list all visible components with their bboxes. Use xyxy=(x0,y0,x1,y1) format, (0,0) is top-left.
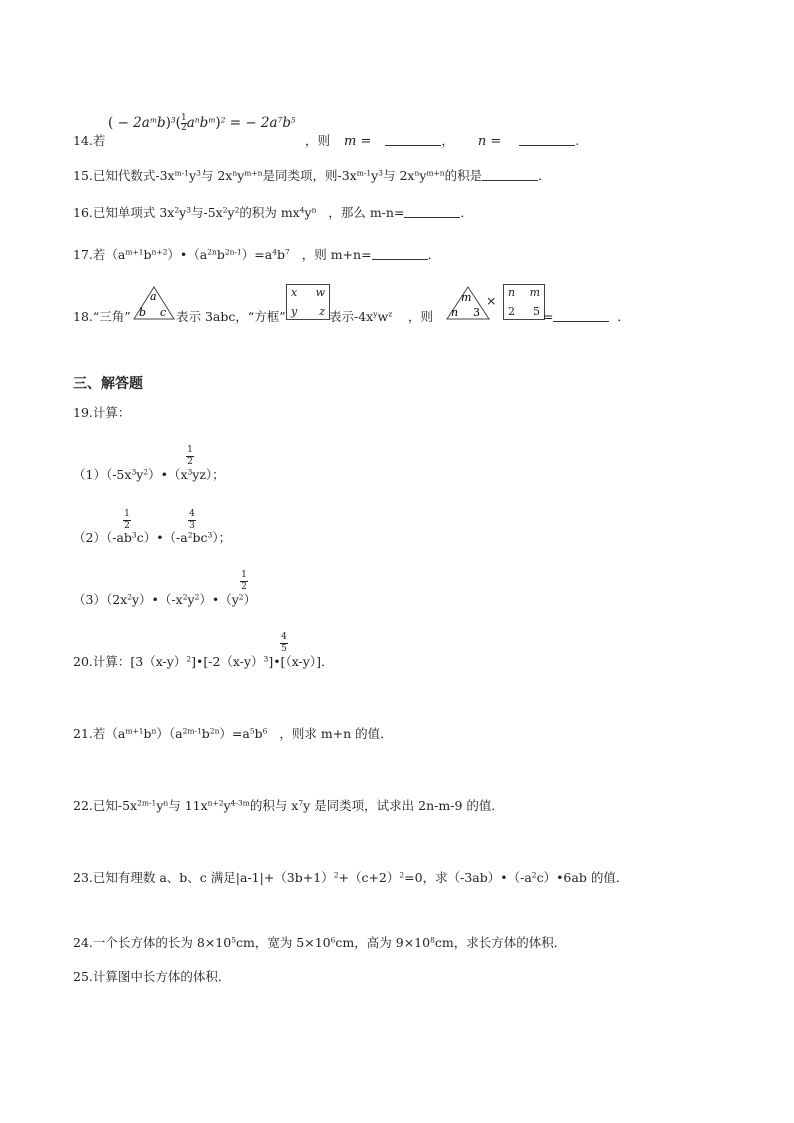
q15-blank[interactable] xyxy=(482,169,538,181)
box-figure-1: x w y z xyxy=(286,284,330,320)
q18-blank[interactable] xyxy=(553,310,609,322)
q14-number: 14.若 xyxy=(73,133,106,148)
q17-blank[interactable] xyxy=(372,248,428,260)
q18-text-3: 表示$-4x^yw^z$ ，则 xyxy=(329,309,434,324)
question-15: 15.已知代数式$-3x^{m-1}y^3$与 $2x^ny^{m+n}$是同类项，则$-3x^{m-1}y^3$与 $2x^ny^{m+n}$的积是 ． xyxy=(73,168,551,183)
question-25: 25.计算图中长方体的体积． xyxy=(73,969,231,984)
question-24: 24.一个长方体的长为 $8\times 10^5cm$，宽为 $5\times 10^6cm$，高为 $9\times 10^8cm$，求长方体的体积． xyxy=(73,935,567,950)
q18-text-2: 表示 3abc，“方框” xyxy=(176,309,286,324)
box-figure-2: n m 2 5 xyxy=(503,284,545,320)
svg-text:m: m xyxy=(461,291,472,304)
question-23: 23.已知有理数 a、b、c 满足$|a-1|+(3b+1)^2+(c+2)^2=0$，求$(-3ab)•(-a^2c)•6ab$ 的值． xyxy=(73,870,629,885)
question-20: 20.计算：$[3(x-y)^2]•[-2(x-y)^3]•[(x-y)]$． xyxy=(73,654,334,669)
q14-n-blank[interactable] xyxy=(519,134,575,146)
section-heading: 三、解答题 xyxy=(73,376,143,392)
q19-2-fraction-2: 4 3 xyxy=(189,509,195,531)
svg-text:3: 3 xyxy=(473,306,480,319)
q19-item-1: $(1)(-5x^3y^2)•(x^3yz)$； xyxy=(73,467,225,482)
q19-2-fraction-1: 1 2 xyxy=(124,509,130,531)
svg-text:n: n xyxy=(451,306,459,319)
tri1-top: a xyxy=(150,290,157,303)
question-19-title: 19.计算： xyxy=(73,405,131,420)
question-18: 18.“三角” xyxy=(73,309,131,324)
q14-tail: ，则 m = ， n = . xyxy=(305,133,580,149)
q18-answer: = ． xyxy=(543,309,630,324)
question-21: 21.若$(a^{m+1}b^n)(a^{2m-1}b^{2n})=a^5b^6$ ，则求 m+n 的值． xyxy=(73,726,393,741)
q14-then: ，则 xyxy=(305,133,331,148)
q14-formula: ( − $2a^mb)^3(1$ $2a^nb^m)^2$ = − $2a^7b^5$ xyxy=(108,113,296,133)
triangle-figure-2 xyxy=(446,286,490,320)
q19-item-3: $(3)(2x^2y)•(-x^2y^2)•(y^2)$ xyxy=(73,592,257,607)
q14-m-blank[interactable] xyxy=(385,134,441,146)
q16-blank[interactable] xyxy=(404,206,460,218)
question-14 xyxy=(73,133,105,149)
q19-item-2: $(2)(-ab^3c)•(-a^2bc^3)$； xyxy=(73,530,232,545)
question-16: 16.已知单项式 $3x^2y^3$与$-5x^2y^2$的积为 $mx^4y^n$ ，那么 m-n= ． xyxy=(73,205,473,220)
q18-times: × xyxy=(486,293,497,308)
q19-1-fraction: 1 2 xyxy=(187,445,193,467)
q19-3-fraction: 1 2 xyxy=(241,570,247,592)
tri1-right: c xyxy=(160,306,167,319)
question-22: 22.已知$-5x^{2m-1}y^n$与 $11x^{n+2}y^{4-3m}$的积与 $x^7y$ 是同类项，试求出 2n-m-9 的值． xyxy=(73,798,504,813)
q14-m-label: m = xyxy=(344,134,372,149)
triangle-figure-1 xyxy=(133,286,175,320)
q14-n-label: n = xyxy=(477,134,502,149)
q20-fraction: 4 5 xyxy=(281,632,287,654)
tri1-left: b xyxy=(139,306,147,319)
question-17: 17.若$(a^{m+1}b^{n+2})•(a^{2n}b^{2n-1})=a^4b^7$ ，则 m+n= ． xyxy=(73,247,441,262)
